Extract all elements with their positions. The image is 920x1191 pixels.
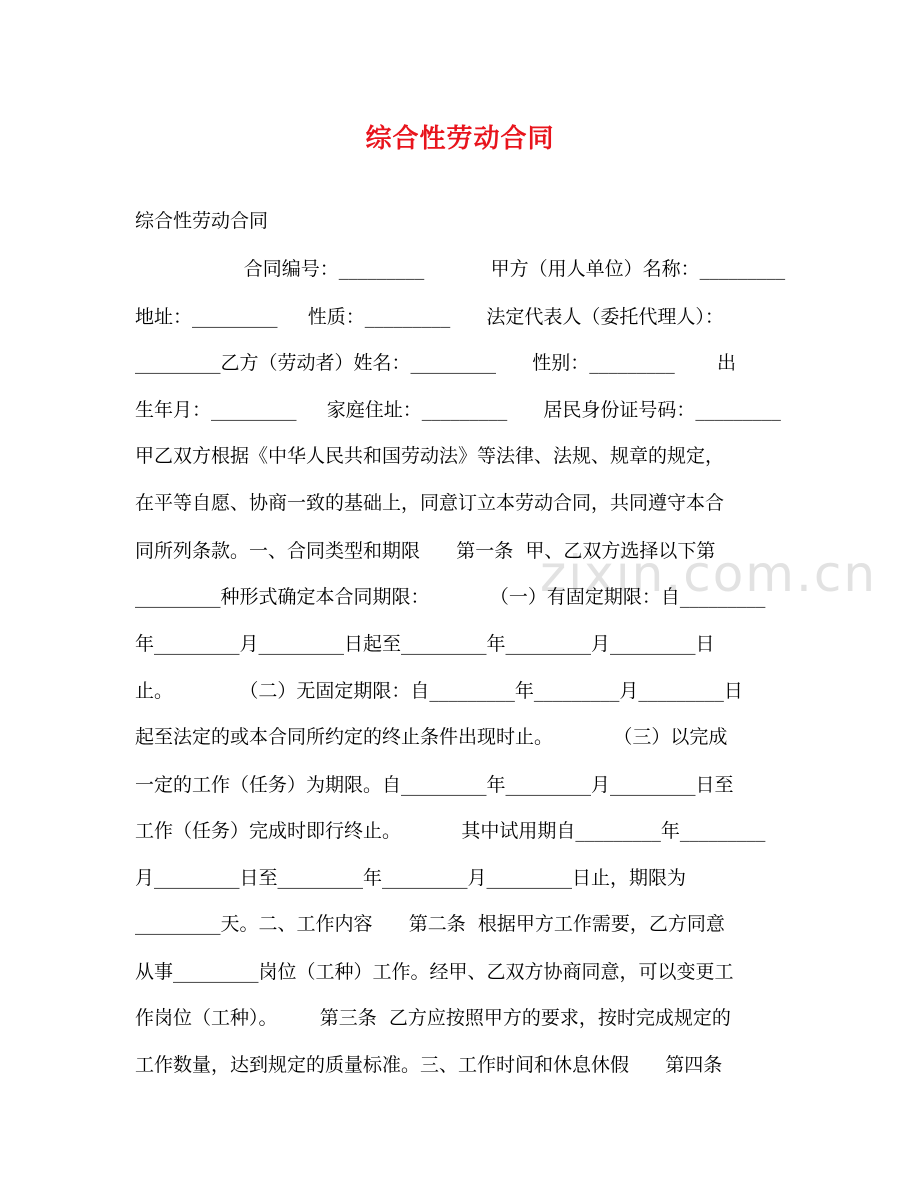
- body-line: _________乙方（劳动者）姓名：_________ 性别：_________ 出: [135, 352, 737, 374]
- body-line: _________种形式确定本合同期限： （一）有固定期限：自_________: [135, 586, 766, 608]
- watermark: zixin.com.cn: [540, 545, 878, 603]
- body-line: 同所列条款。一、合同类型和期限 第一条 甲、乙双方选择以下第: [135, 540, 716, 562]
- body-line: 工作（任务）完成时即行终止。 其中试用期自_________年_________: [135, 820, 766, 842]
- body-line: 甲乙双方根据《中华人民共和国劳动法》等法律、法规、规章的规定，: [135, 445, 725, 467]
- body-line: 在平等自愿、协商一致的基础上，同意订立本劳动合同，共同遵守本合: [135, 492, 725, 514]
- body-line: 地址：_________ 性质：_________ 法定代表人（委托代理人）：: [135, 306, 724, 328]
- body-line: 综合性劳动合同: [135, 210, 269, 232]
- body-line: 工作数量，达到规定的质量标准。三、工作时间和休息休假 第四条: [135, 1054, 723, 1076]
- body-line: 起至法定的或本合同所约定的终止条件出现时止。 （三）以完成: [135, 726, 728, 748]
- body-line: 一定的工作（任务）为期限。自_________年_________月_________日至: [135, 774, 734, 796]
- page-title: 综合性劳动合同: [365, 124, 555, 154]
- body-line: 月_________日至_________年_________月_________日止，期限为: [135, 867, 687, 889]
- body-line: 合同编号：_________ 甲方（用人单位）名称：_________: [135, 258, 786, 280]
- body-line: 作岗位（工种）。 第三条 乙方应按照甲方的要求，按时完成规定的: [135, 1007, 731, 1029]
- body-line: 止。 （二）无固定期限：自_________年_________月_________日: [135, 680, 743, 702]
- body-line: _________天。二、工作内容 第二条 根据甲方工作需要，乙方同意: [135, 913, 725, 935]
- body-line: 从事_________岗位（工种）工作。经甲、乙双方协商同意，可以变更工: [135, 961, 734, 983]
- body-line: 生年月：_________ 家庭住址：_________ 居民身份证号码：_________: [135, 399, 781, 421]
- body-line: 年_________月_________日起至_________年_________月_________日: [135, 633, 715, 655]
